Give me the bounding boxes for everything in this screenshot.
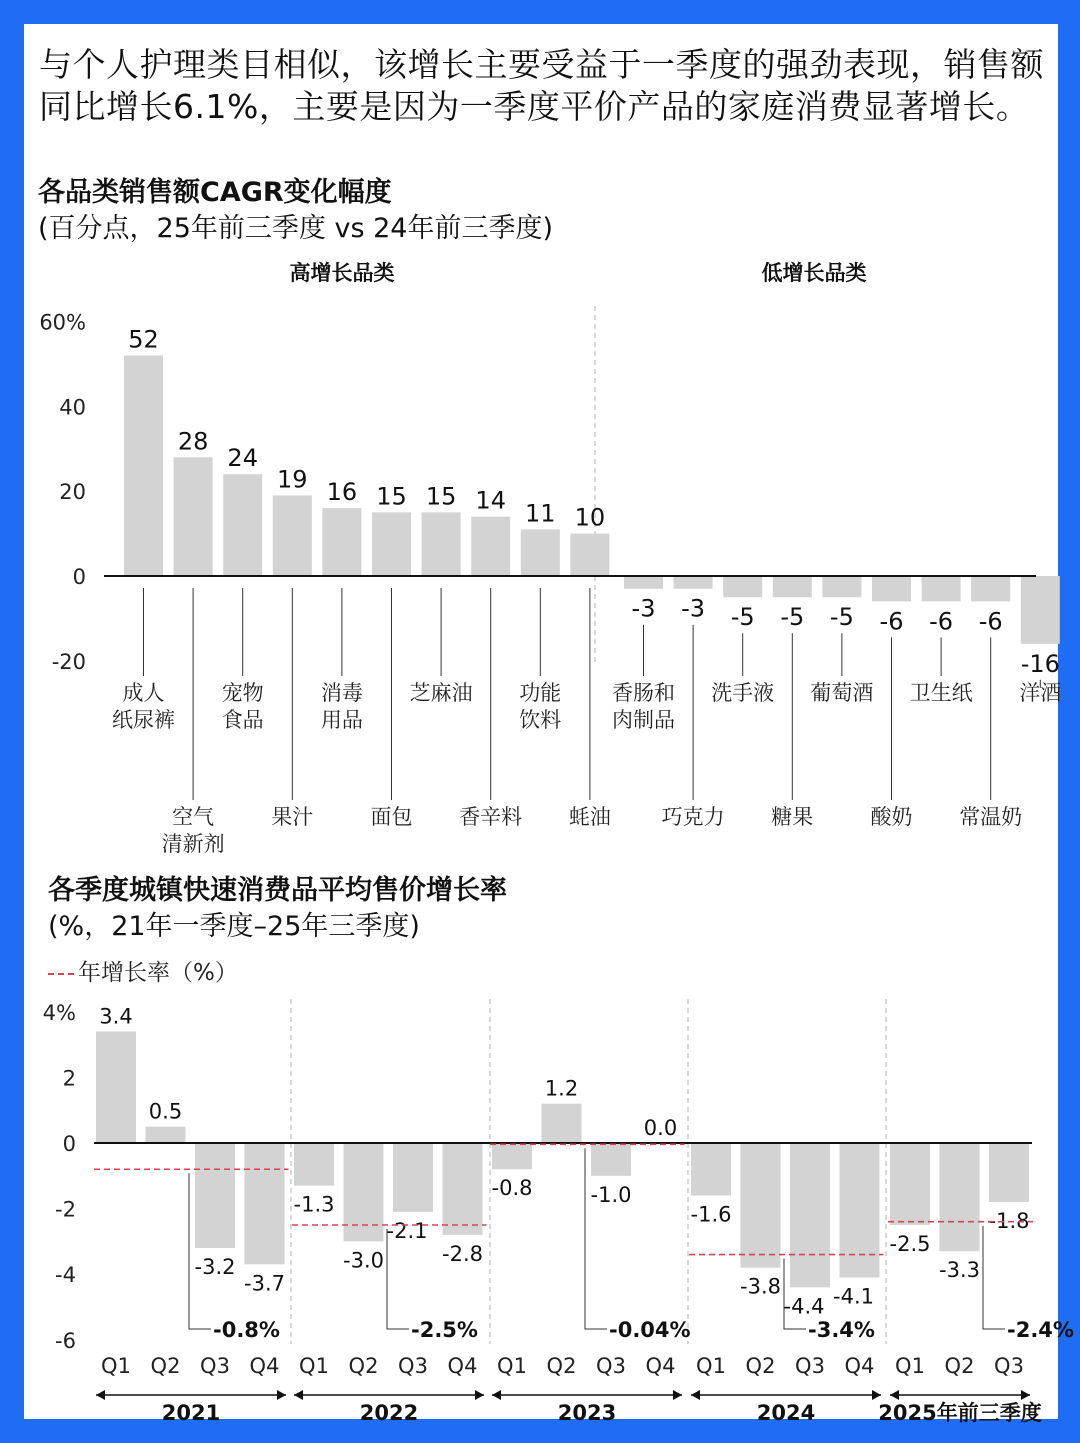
quarter-label: Q2 xyxy=(944,1354,975,1378)
value-label: -3.3 xyxy=(939,1258,980,1283)
bar xyxy=(542,1104,582,1143)
category-label: 果汁 xyxy=(271,805,314,829)
year-span-arrow-right xyxy=(1021,1390,1030,1400)
category-label: 蚝油 xyxy=(568,805,611,829)
intro-paragraph: 与个人护理类目相似，该增长主要受益于一季度的强劲表现，销售额同比增长6.1%，主要是因为一季度平价产品的家庭消费显著增长。 xyxy=(39,45,1044,126)
quarter-label: Q2 xyxy=(150,1354,181,1378)
value-label: 1.2 xyxy=(544,1076,579,1101)
value-label: -2.1 xyxy=(386,1218,428,1243)
category-label: 用品 xyxy=(320,708,363,732)
value-label: 10 xyxy=(574,503,606,532)
value-label: -5 xyxy=(730,603,755,632)
value-label: -3.8 xyxy=(740,1274,781,1299)
value-label: -4.4 xyxy=(783,1294,825,1319)
quarter-label: Q1 xyxy=(497,1354,527,1378)
value-label: -3.7 xyxy=(244,1271,285,1296)
value-label: -3 xyxy=(681,594,706,623)
value-label: -3 xyxy=(631,594,656,623)
annual-growth-label: -0.8% xyxy=(213,1318,280,1342)
quarter-label: Q3 xyxy=(200,1354,230,1378)
quarter-label: Q3 xyxy=(596,1354,626,1378)
category-label: 成人 xyxy=(122,681,165,705)
bar xyxy=(195,1143,235,1248)
category-label: 洋酒 xyxy=(1019,681,1062,705)
annual-growth-label: -3.4% xyxy=(808,1318,875,1342)
category-label: 消毒 xyxy=(320,681,363,705)
year-span-arrow-left xyxy=(96,1390,105,1400)
year-label: 2024 xyxy=(756,1401,816,1425)
category-label: 宠物 xyxy=(221,681,264,705)
category-label: 酸奶 xyxy=(870,805,913,829)
value-label: -16 xyxy=(1020,649,1060,678)
value-label: 3.4 xyxy=(99,1004,133,1029)
y-tick-label: -20 xyxy=(51,649,86,674)
value-label: -4.1 xyxy=(833,1284,874,1309)
y-tick-label: 0 xyxy=(62,1132,76,1156)
value-label: 11 xyxy=(525,499,556,528)
quarter-label: Q1 xyxy=(895,1354,925,1378)
category-label: 功能 xyxy=(519,681,562,705)
quarter-label: Q4 xyxy=(645,1354,676,1378)
year-span-arrow-right xyxy=(872,1390,881,1400)
quarter-label: Q3 xyxy=(795,1354,825,1378)
value-label: -6 xyxy=(978,607,1003,636)
value-label: 15 xyxy=(425,482,457,511)
bar xyxy=(146,1127,186,1143)
chart1-title: 各品类销售额CAGR变化幅度 xyxy=(38,177,392,208)
value-label: -1.6 xyxy=(690,1202,732,1227)
value-label: -2.5 xyxy=(889,1232,931,1256)
category-label: 香肠和 xyxy=(612,681,675,705)
value-label: -3.2 xyxy=(194,1254,236,1279)
bar xyxy=(840,1143,880,1277)
bar xyxy=(245,1143,285,1264)
annual-callout-line xyxy=(387,1229,409,1329)
category-label: 芝麻油 xyxy=(409,681,473,705)
category-label: 空气 xyxy=(172,805,215,829)
category-label: 洗手液 xyxy=(711,681,775,705)
value-label: -2.8 xyxy=(442,1241,483,1266)
y-tick-label: 4% xyxy=(42,1000,76,1025)
value-label: -6 xyxy=(879,607,904,636)
value-label: 19 xyxy=(277,465,308,494)
group-label-low: 低增长品类 xyxy=(761,261,867,285)
y-tick-label: 2 xyxy=(62,1066,76,1091)
value-label: 24 xyxy=(227,444,258,473)
quarter-label: Q2 xyxy=(348,1354,379,1378)
bar xyxy=(989,1143,1029,1202)
bar xyxy=(344,1143,384,1241)
value-label: -5 xyxy=(829,603,854,632)
chart2-subtitle: (%，21年一季度–25年三季度) xyxy=(48,911,420,942)
group-label-high: 高增长品类 xyxy=(289,261,395,285)
category-label: 糖果 xyxy=(771,805,814,829)
quarter-label: Q1 xyxy=(696,1354,726,1378)
year-label: 2021 xyxy=(161,1401,221,1425)
category-label: 卫生纸 xyxy=(909,681,973,705)
category-label: 清新剂 xyxy=(161,832,225,856)
quarter-label: Q1 xyxy=(101,1354,131,1378)
quarterly-price-chart xyxy=(24,24,1074,1425)
quarter-label: Q4 xyxy=(447,1354,478,1378)
bar xyxy=(741,1143,781,1268)
value-label: 16 xyxy=(326,478,358,507)
annual-growth-label: -2.5% xyxy=(411,1318,478,1342)
annual-growth-label: -2.4% xyxy=(1007,1318,1074,1342)
category-label: 食品 xyxy=(221,708,264,732)
annual-growth-label: -0.04% xyxy=(609,1318,691,1342)
bar xyxy=(393,1143,433,1212)
bar xyxy=(294,1143,334,1186)
value-label: 15 xyxy=(376,482,407,511)
bar xyxy=(940,1143,980,1251)
bar xyxy=(790,1143,830,1287)
quarter-label: Q4 xyxy=(249,1354,280,1378)
value-label: 52 xyxy=(128,325,159,354)
value-label: -1.0 xyxy=(590,1182,632,1207)
quarter-label: Q2 xyxy=(745,1354,776,1378)
quarter-label: Q3 xyxy=(994,1354,1024,1378)
value-label: 0.0 xyxy=(643,1116,678,1140)
y-tick-label: 40 xyxy=(59,395,86,420)
bar xyxy=(691,1143,731,1195)
value-label: -0.8 xyxy=(491,1176,533,1201)
quarter-label: Q4 xyxy=(844,1354,875,1378)
value-label: -1.3 xyxy=(293,1192,335,1217)
y-tick-label: -4 xyxy=(55,1263,76,1288)
chart2-title: 各季度城镇快速消费品平均售价增长率 xyxy=(48,875,507,906)
y-tick-label: 60% xyxy=(39,310,86,335)
category-label: 巧克力 xyxy=(661,805,725,829)
category-label: 葡萄酒 xyxy=(810,681,874,705)
value-label: 0.5 xyxy=(148,1099,183,1124)
year-span-arrow-left xyxy=(890,1390,899,1400)
bar xyxy=(443,1143,483,1235)
quarter-label: Q2 xyxy=(546,1354,577,1378)
content-card xyxy=(24,24,1074,1425)
value-label: 14 xyxy=(475,486,506,515)
year-span-arrow-right xyxy=(277,1390,286,1400)
y-tick-label: -2 xyxy=(55,1197,76,1222)
category-label: 面包 xyxy=(370,805,413,829)
value-label: -5 xyxy=(780,603,805,632)
value-label: 28 xyxy=(177,427,209,456)
legend-label: 年增长率（%） xyxy=(78,960,238,986)
year-label: 2022 xyxy=(359,1401,419,1425)
category-label: 常温奶 xyxy=(959,805,1023,829)
value-label: -1.8 xyxy=(988,1209,1030,1234)
value-label: -3.0 xyxy=(343,1248,384,1273)
y-tick-label: -6 xyxy=(55,1328,76,1353)
year-span-arrow-left xyxy=(492,1390,501,1400)
year-label: 2023 xyxy=(557,1401,617,1425)
category-label: 肉制品 xyxy=(612,708,675,732)
year-span-arrow-left xyxy=(294,1390,303,1400)
year-span-arrow-left xyxy=(691,1390,700,1400)
annual-callout-line xyxy=(983,1226,1005,1329)
bar xyxy=(890,1143,930,1225)
chart1-subtitle: (百分点，25年前三季度 vs 24年前三季度) xyxy=(38,213,553,244)
year-span-arrow-right xyxy=(673,1390,682,1400)
y-tick-label: 0 xyxy=(72,565,86,589)
y-tick-label: 20 xyxy=(59,480,86,505)
year-label: 2025年前三季度 xyxy=(878,1401,1042,1425)
category-label: 香辛料 xyxy=(459,805,523,829)
category-label: 纸尿裤 xyxy=(112,708,175,732)
year-span-arrow-right xyxy=(475,1390,484,1400)
bar xyxy=(96,1031,136,1143)
quarter-label: Q3 xyxy=(398,1354,428,1378)
bar xyxy=(591,1143,631,1176)
quarter-label: Q1 xyxy=(299,1354,329,1378)
category-label: 饮料 xyxy=(519,708,562,732)
bar xyxy=(492,1143,532,1169)
value-label: -6 xyxy=(929,607,954,636)
